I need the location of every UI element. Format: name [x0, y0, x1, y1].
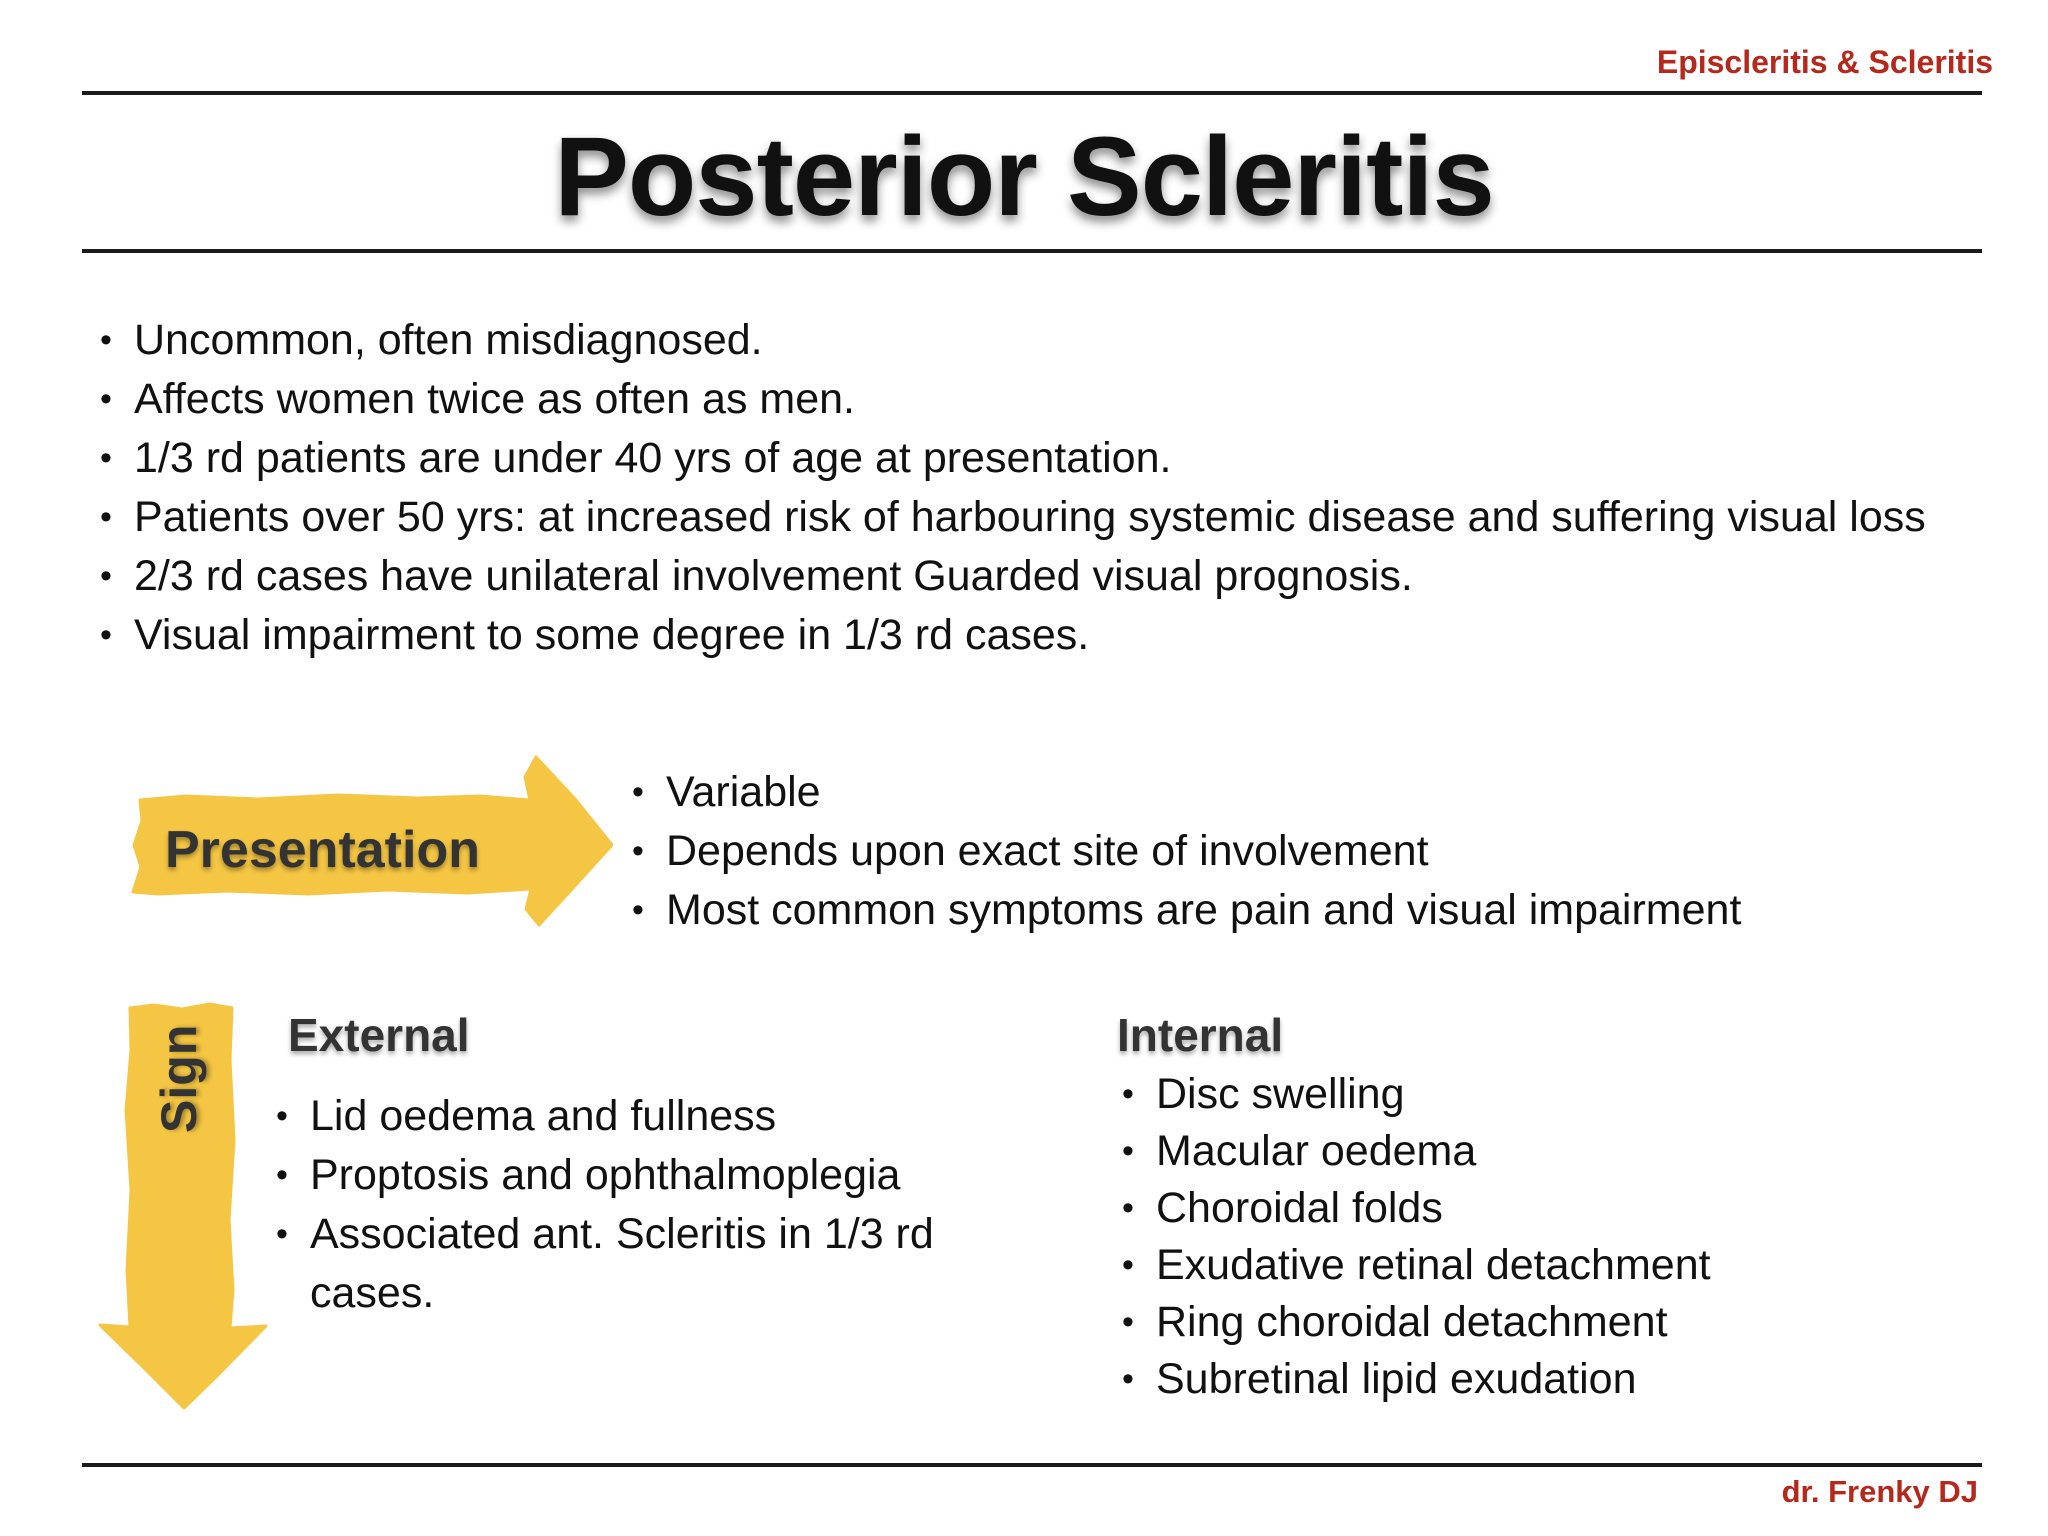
- list-item: • 2/3 rd cases have unilateral involvement Guarded visual prognosis.: [100, 547, 1960, 606]
- top-rule: [82, 91, 1982, 95]
- sign-label: Sign: [151, 1024, 207, 1133]
- list-item: • Choroidal folds: [1122, 1180, 2002, 1237]
- title-rule: [82, 249, 1982, 253]
- list-item: • Disc swelling: [1122, 1066, 2002, 1123]
- presentation-label: Presentation: [165, 821, 480, 879]
- internal-heading: Internal: [1117, 1009, 1284, 1061]
- presentation-bullet-list: [632, 763, 2012, 940]
- list-item: • Affects women twice as often as men.: [100, 370, 1960, 429]
- list-item: • Patients over 50 yrs: at increased risk of harbouring systemic disease and suffering visual loss: [100, 488, 1960, 547]
- header-topic-tag: Episcleritis & Scleritis: [1656, 44, 1993, 80]
- list-item: • Most common symptoms are pain and visual impairment: [632, 881, 2012, 940]
- footer-author: dr. Frenky DJ: [1781, 1474, 1978, 1509]
- external-sign-list: [276, 1087, 996, 1323]
- external-heading: External: [288, 1009, 470, 1061]
- list-item: • 1/3 rd patients are under 40 yrs of age at presentation.: [100, 429, 1960, 488]
- list-item: • Associated ant. Scleritis in 1/3 rd cases.: [276, 1205, 996, 1323]
- list-item: • Macular oedema: [1122, 1123, 2002, 1180]
- intro-bullet-list: [100, 311, 1960, 665]
- slide-title: Posterior Scleritis: [554, 114, 1494, 239]
- list-item: • Ring choroidal detachment: [1122, 1294, 2002, 1351]
- bottom-rule: [82, 1463, 1982, 1467]
- list-item: • Variable: [632, 763, 2012, 822]
- internal-sign-list: [1122, 1066, 2002, 1408]
- list-item: • Depends upon exact site of involvement: [632, 822, 2012, 881]
- list-item: • Exudative retinal detachment: [1122, 1237, 2002, 1294]
- list-item: • Uncommon, often misdiagnosed.: [100, 311, 1960, 370]
- list-item: • Subretinal lipid exudation: [1122, 1351, 2002, 1408]
- list-item: • Visual impairment to some degree in 1/3 rd cases.: [100, 606, 1960, 665]
- list-item: • Lid oedema and fullness: [276, 1087, 996, 1146]
- list-item: • Proptosis and ophthalmoplegia: [276, 1146, 996, 1205]
